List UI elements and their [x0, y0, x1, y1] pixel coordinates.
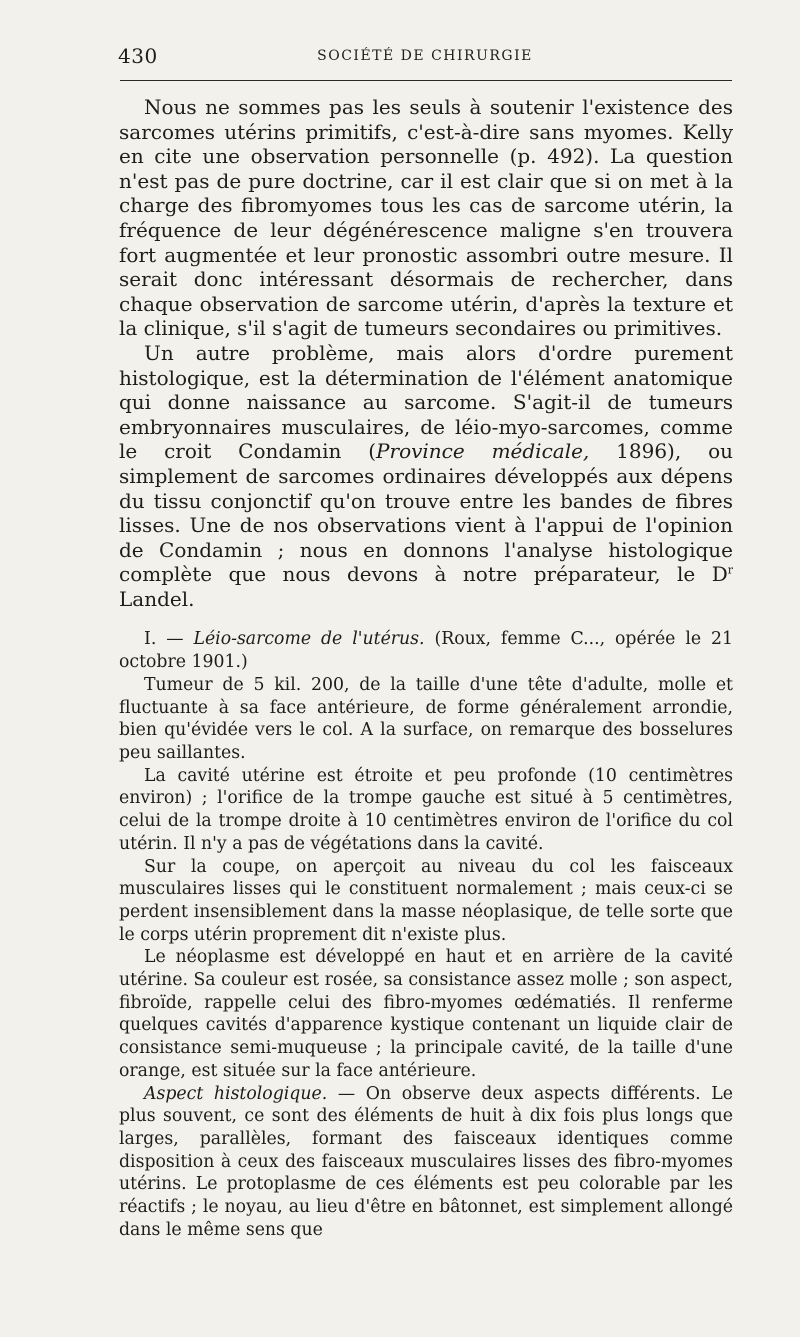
citation-title: Province médicale, — [376, 439, 590, 464]
lead-paragraph-2 — [119, 341, 733, 612]
observation-heading — [119, 628, 733, 673]
title-abbreviation: r — [727, 563, 733, 577]
body-text — [119, 95, 733, 1241]
observation-paragraph-1: Tumeur de 5 kil. 200, de la taille d'une tête d'adulte, molle et fluctuante à sa face antérieure, de forme généralement arrondie, bien qu'évidée vers le col. A la surface, on remarque des bosselures peu saillantes. — [119, 674, 733, 763]
lead-paragraph-1: Nous ne sommes pas les seuls à soutenir l'existence des sarcomes utérins primitifs, c'est-à-dire sans myomes. Kelly en cite une observation personnelle (p. 492). La question n'est pas de pure doctrine, car il est clair que si on met à la charge des fibromyomes tous les cas de sarcome utérin, la fréquence de leur dégénérescence maligne s'en trouvera fort augmentée et leur pronostic assombri outre mesure. Il serait donc intéressant désormais de rechercher, dans chaque observation de sarcome utérin, d'après la texture et la clinique, s'il s'agit de tumeurs secondaires ou primitives. — [119, 95, 733, 341]
observation-section — [119, 628, 733, 1241]
observation-details: (Roux, femme C..., opérée le 21 octobre 1901.) — [119, 629, 733, 673]
observation-paragraph-4: Le néoplasme est développé en haut et en arrière de la cavité utérine. Sa couleur est rosée, sa consistance assez molle ; son aspect, fibroïde, rappelle celui des fibro-myomes œdématiés. Il renferme quelques cavités d'apparence kystique contenant un liquide clair de consistance semi-muqueuse ; la principale cavité, de la taille d'une orange, est située sur la face antérieure. — [119, 947, 733, 1081]
observation-paragraph-3: Sur la coupe, on aperçoit au niveau du col les faisceaux musculaires lisses qui le constituent normalement ; mais ceux-ci se perdent insensiblement dans la masse néoplasique, de telle sorte que le corps utérin proprement dit n'existe plus. — [119, 856, 733, 945]
observation-title: Léio-sarcome de l'utérus. — [193, 629, 425, 650]
lead-paragraph-2-text: Un autre problème, mais alors d'ordre purement histologique, est la détermination de l'élément anatomique qui donne naissance au sarcome. S'agit-il de tumeurs embryonnaires musculaires, de léio-myo-sarcomes, comme le croit Condamin ( — [119, 340, 733, 464]
histology-text: — On observe deux aspects différents. Le plus souvent, ce sont des éléments de huit à dix fois plus longs que larges, parallèles, formant des faisceaux identiques comme disposition à ceux des faisceaux musculaires lisses des fibro-myomes utérins. Le protoplasme de ces éléments est peu colorable par les réactifs ; le noyau, au lieu d'être en bâtonnet, est simplement allongé dans le même sens que — [119, 1083, 733, 1240]
lead-paragraph-2-text: Landel. — [119, 586, 195, 611]
observation-paragraph-5 — [119, 1083, 733, 1242]
lead-paragraph-2-text: 1896), ou simplement de sarcomes ordinaires développés aux dépens du tissu conjonctif qu'on trouve entre les bandes de fibres lisses. Une de nos observations vient à l'appui de l'opinion de Condamin ; nous en donnons l'analyse histologique complète que nous devons à notre préparateur, le D — [119, 439, 733, 587]
page-number: 430 — [118, 44, 158, 68]
page-header — [118, 42, 732, 76]
observation-paragraph-2: La cavité utérine est étroite et peu profonde (10 centimètres environ) ; l'orifice de la trompe gauche est situé à 5 centimètres, celui de la trompe droite à 10 centimètres environ de l'orifice du col utérin. Il n'y a pas de végétations dans la cavité. — [119, 765, 733, 854]
running-title: SOCIÉTÉ DE CHIRURGIE — [317, 48, 533, 64]
lead-section — [119, 95, 733, 611]
header-rule — [120, 80, 732, 81]
histology-label: Aspect histologique. — [144, 1083, 328, 1104]
observation-number: I. — — [144, 629, 194, 650]
